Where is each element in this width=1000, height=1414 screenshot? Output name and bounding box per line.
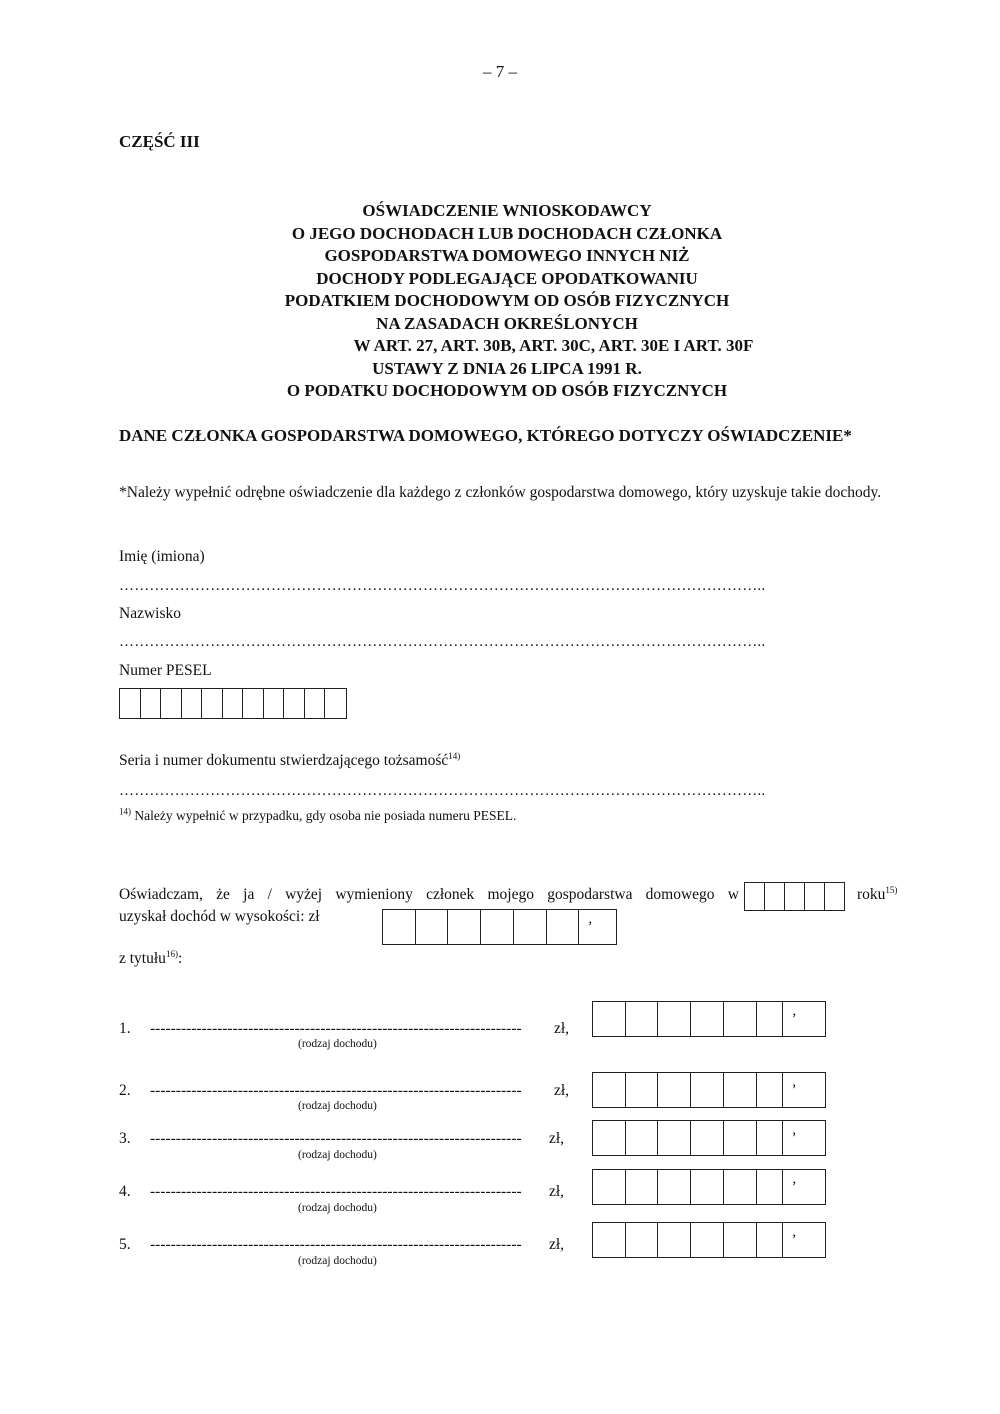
amount-digit-box[interactable] <box>626 1002 659 1036</box>
amount-digit-box[interactable] <box>691 1002 724 1036</box>
title-line: NA ZASADACH OKREŚLONYCH <box>376 313 638 333</box>
amount-digit-box[interactable] <box>757 1073 784 1107</box>
declaration-line-2: uzyskał dochód w wysokości: zł <box>119 908 320 925</box>
pesel-boxes[interactable] <box>119 688 347 719</box>
year-boxes[interactable] <box>744 882 845 911</box>
id-document-field[interactable]: ……………………………………………………………………………………………………………….. <box>119 783 766 799</box>
amount-digit-box[interactable] <box>724 1170 757 1204</box>
section-heading: DANE CZŁONKA GOSPODARSTWA DOMOWEGO, KTÓREGO DOTYCZY OŚWIADCZENIE* <box>119 426 852 445</box>
title-line: O JEGO DOCHODACH LUB DOCHODACH CZŁONKA <box>291 223 723 243</box>
year-digit-box[interactable] <box>805 883 825 910</box>
year-digit-box[interactable] <box>825 883 844 910</box>
currency-label: zł, <box>549 1130 565 1147</box>
pesel-digit-box[interactable] <box>243 689 264 718</box>
last-name-label: Nazwisko <box>119 605 181 622</box>
total-amount-boxes[interactable] <box>382 909 617 945</box>
amount-decimal-box[interactable] <box>783 1002 825 1036</box>
amount-digit-box[interactable] <box>514 910 547 944</box>
currency-label: zł, <box>554 1020 570 1037</box>
amount-digit-box[interactable] <box>481 910 514 944</box>
amount-digit-box[interactable] <box>448 910 481 944</box>
amount-digit-box[interactable] <box>658 1002 691 1036</box>
pesel-digit-box[interactable] <box>202 689 223 718</box>
pesel-digit-box[interactable] <box>141 689 162 718</box>
year-suffix: roku$^{15)}$ <box>857 884 898 903</box>
decimal-comma: , <box>792 1122 797 1138</box>
first-name-label: Imię (imiona) <box>119 548 205 565</box>
pesel-digit-box[interactable] <box>161 689 182 718</box>
pesel-digit-box[interactable] <box>325 689 346 718</box>
income-amount-boxes[interactable] <box>592 1169 826 1205</box>
amount-digit-box[interactable] <box>593 1170 626 1204</box>
income-row-number: 3. <box>119 1130 131 1147</box>
amount-digit-box[interactable] <box>724 1223 757 1257</box>
title-line: OŚWIADCZENIE WNIOSKODAWCY <box>362 201 652 220</box>
income-row-number: 5. <box>119 1236 131 1253</box>
amount-digit-box[interactable] <box>757 1121 784 1155</box>
amount-digit-box[interactable] <box>757 1170 784 1204</box>
title-line: GOSPODARSTWA DOMOWEGO INNYCH NIŻ <box>324 246 690 265</box>
decimal-comma: , <box>792 1171 797 1187</box>
pesel-digit-box[interactable] <box>182 689 203 718</box>
amount-decimal-box[interactable] <box>783 1170 825 1204</box>
amount-digit-box[interactable] <box>658 1073 691 1107</box>
amount-digit-box[interactable] <box>658 1170 691 1204</box>
income-type-field[interactable]: ------------------------------------------------------------------------ <box>150 1236 522 1253</box>
amount-digit-box[interactable] <box>383 910 416 944</box>
income-type-sublabel: (rodzaj dochodu) <box>298 1202 377 1214</box>
pesel-digit-box[interactable] <box>120 689 141 718</box>
declaration-line-1: Oświadczam, że ja / wyżej wymieniony członek mojego gospodarstwa domowego w <box>119 886 739 903</box>
currency-label: zł, <box>549 1183 565 1200</box>
amount-digit-box[interactable] <box>626 1223 659 1257</box>
income-type-field[interactable]: ------------------------------------------------------------------------ <box>150 1082 522 1099</box>
title-line: DOCHODY PODLEGAJĄCE OPODATKOWANIU <box>316 268 698 288</box>
income-amount-boxes[interactable] <box>592 1072 826 1108</box>
amount-digit-box[interactable] <box>724 1121 757 1155</box>
income-source-label: z tytułu$^{16)}$: <box>119 948 183 967</box>
part-label: CZĘŚĆ III <box>119 132 200 151</box>
amount-digit-box[interactable] <box>691 1223 724 1257</box>
currency-label: zł, <box>549 1236 565 1253</box>
id-document-label: Seria i numer dokumentu stwierdzającego tożsamość$^{14)}$ <box>119 750 461 769</box>
pesel-digit-box[interactable] <box>284 689 305 718</box>
title-line: USTAWY Z DNIA 26 LIPCA 1991 R. <box>372 358 642 378</box>
amount-digit-box[interactable] <box>757 1223 784 1257</box>
amount-digit-box[interactable] <box>658 1121 691 1155</box>
last-name-field[interactable]: ……………………………………………………………………………………………………………….. <box>119 634 766 650</box>
amount-digit-box[interactable] <box>593 1073 626 1107</box>
amount-digit-box[interactable] <box>724 1073 757 1107</box>
income-amount-boxes[interactable] <box>592 1222 826 1258</box>
income-amount-boxes[interactable] <box>592 1120 826 1156</box>
amount-digit-box[interactable] <box>547 910 580 944</box>
amount-digit-box[interactable] <box>416 910 449 944</box>
amount-digit-box[interactable] <box>593 1223 626 1257</box>
decimal-comma: , <box>792 1003 797 1019</box>
amount-digit-box[interactable] <box>593 1002 626 1036</box>
decimal-comma: , <box>792 1224 797 1240</box>
pesel-label: Numer PESEL <box>119 662 212 679</box>
first-name-field[interactable]: ……………………………………………………………………………………………………………….. <box>119 578 766 594</box>
income-type-field[interactable]: ------------------------------------------------------------------------ <box>150 1020 522 1037</box>
amount-digit-box[interactable] <box>626 1073 659 1107</box>
title-line: W ART. 27, ART. 30B, ART. 30C, ART. 30E I ART. 30F <box>353 336 754 355</box>
year-digit-box[interactable] <box>745 883 765 910</box>
decimal-comma: , <box>792 1074 797 1090</box>
income-type-sublabel: (rodzaj dochodu) <box>298 1100 377 1112</box>
amount-decimal-box[interactable] <box>783 1223 825 1257</box>
income-type-field[interactable]: ------------------------------------------------------------------------ <box>150 1130 522 1147</box>
amount-digit-box[interactable] <box>691 1170 724 1204</box>
year-digit-box[interactable] <box>785 883 805 910</box>
pesel-digit-box[interactable] <box>305 689 326 718</box>
amount-digit-box[interactable] <box>593 1121 626 1155</box>
amount-digit-box[interactable] <box>724 1002 757 1036</box>
income-type-field[interactable]: ------------------------------------------------------------------------ <box>150 1183 522 1200</box>
footnote: $^{14)}$ Należy wypełnić w przypadku, gdy osoba nie posiada numeru PESEL. <box>119 806 517 823</box>
income-row-number: 2. <box>119 1082 131 1099</box>
amount-decimal-box[interactable] <box>783 1121 825 1155</box>
amount-digit-box[interactable] <box>691 1121 724 1155</box>
amount-decimal-box[interactable] <box>579 910 616 944</box>
amount-decimal-box[interactable] <box>783 1073 825 1107</box>
pesel-digit-box[interactable] <box>223 689 244 718</box>
income-type-sublabel: (rodzaj dochodu) <box>298 1255 377 1267</box>
year-digit-box[interactable] <box>765 883 785 910</box>
income-amount-boxes[interactable] <box>592 1001 826 1037</box>
amount-digit-box[interactable] <box>691 1073 724 1107</box>
title-line: PODATKIEM DOCHODOWYM OD OSÓB FIZYCZNYCH <box>284 291 730 310</box>
amount-digit-box[interactable] <box>626 1121 659 1155</box>
pesel-digit-box[interactable] <box>264 689 285 718</box>
amount-digit-box[interactable] <box>658 1223 691 1257</box>
amount-digit-box[interactable] <box>626 1170 659 1204</box>
income-row-number: 4. <box>119 1183 131 1200</box>
income-type-sublabel: (rodzaj dochodu) <box>298 1038 377 1050</box>
decimal-comma: , <box>588 911 593 927</box>
currency-label: zł, <box>554 1082 570 1099</box>
income-type-sublabel: (rodzaj dochodu) <box>298 1149 377 1161</box>
footnote-ref: 14) <box>448 750 461 761</box>
document-title <box>180 200 834 403</box>
page-number: – 7 – <box>483 62 517 81</box>
title-line: O PODATKU DOCHODOWYM OD OSÓB FIZYCZNYCH <box>286 381 728 400</box>
income-row-number: 1. <box>119 1020 131 1037</box>
amount-digit-box[interactable] <box>757 1002 784 1036</box>
section-note: *Należy wypełnić odrębne oświadczenie dla każdego z członków gospodarstwa domowego, który uzyskuje takie dochody. <box>119 484 882 501</box>
